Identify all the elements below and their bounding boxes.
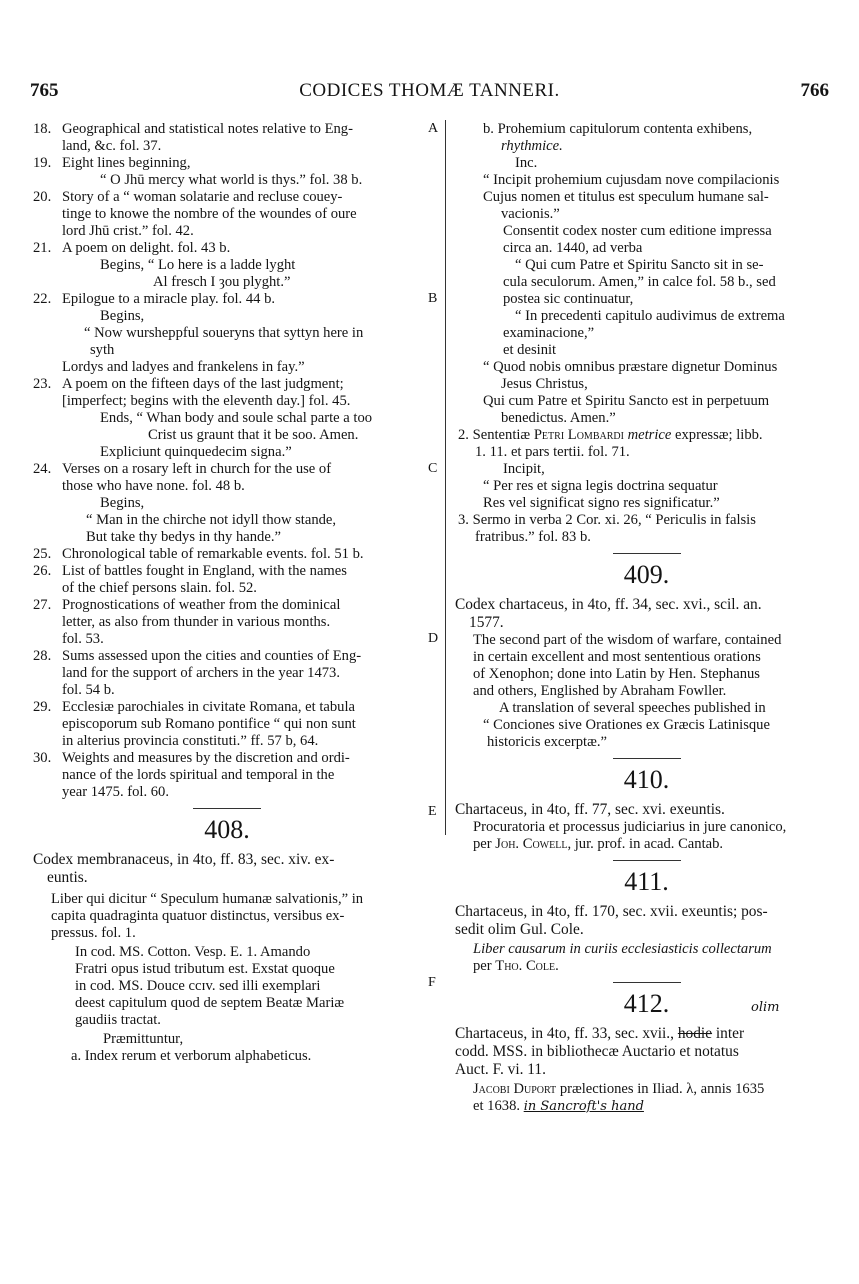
margin-letter-c: C — [428, 461, 438, 476]
entry-27: 27. Prognostications of weather from the dominical letter, as also from thunder in various months. fol. 53. — [33, 597, 341, 647]
codex-408-number: 408. — [204, 815, 250, 844]
praemittuntur: Præmittuntur, — [103, 1031, 184, 1047]
codex-408-description: Liber qui dicitur “ Speculum humanæ salvationis,” in capita quadraginta quatuor distinctus, versibus ex- pressus. fol. 1. — [51, 891, 364, 941]
page-number-right: 766 — [800, 80, 829, 101]
codex-409-heading: Codex chartaceus, in 4to, ff. 34, sec. xvi., scil. an. 1577. — [455, 596, 762, 631]
margin-letter-d: D — [428, 631, 439, 646]
handwritten-olim: olim — [751, 1000, 780, 1015]
section-rule — [193, 808, 261, 809]
section-rule — [613, 860, 681, 861]
entry-19: 19. Eight lines beginning, “ O Jhū mercy what world is thys.” fol. 38 b. — [33, 155, 363, 188]
margin-letter-e: E — [428, 804, 437, 819]
entry-26: 26. List of battles fought in England, with the names of the chief persons slain. fol. 52. — [33, 563, 347, 596]
codex-411-description: Liber causarum in curiis ecclesiasticis collectarum per Tho. Cole. — [473, 941, 772, 974]
codex-410-description: Procuratoria et processus judiciarius in jure canonico, per Joh. Cowell, jur. prof. in acad. Cantab. — [473, 819, 787, 852]
handwritten-note: in Sancroft's hand — [523, 1099, 644, 1114]
page-number-left: 765 — [30, 80, 59, 101]
codex-412-description: Jacobi Duport prælectiones in Iliad. λ, annis 1635 et 1638. in Sancroft's hand — [473, 1081, 765, 1114]
entry-23: 23. A poem on the fifteen days of the last judgment; [imperfect; begins with the eleventh day.] fol. 45. Ends, “ Whan body and soule schal parte a too Crist us graunt that it be soo. Amen. Expliciunt quinquedecim signa.” — [33, 376, 373, 460]
running-title: CODICES THOMÆ TANNERI. — [299, 80, 560, 101]
codex-410-heading: Chartaceus, in 4to, ff. 77, sec. xvi. exeuntis. — [455, 801, 725, 818]
codex-411-number: 411. — [624, 867, 669, 896]
codex-409-number: 409. — [623, 560, 670, 589]
codex-409-description: The second part of the wisdom of warfare, contained in certain excellent and most sententious orations of Xenophon; done into Latin by Hen. Stephanus and others, Englished by Abraham Fowller. — [473, 632, 782, 699]
item-2-sententiae: 2. Sententiæ Petri Lombardi metrice expressæ; libb. 1. 11. et pars tertii. fol. 71. Incipit, “ Per res et signa legis doctrina sequatur Res vel significat signo res significatur.” — [458, 427, 763, 511]
item-3-sermo: 3. Sermo in verba 2 Cor. xi. 26, “ Periculis in falsis fratribus.” fol. 83 b. — [458, 512, 756, 545]
section-rule — [613, 553, 681, 554]
entry-24: 24. Verses on a rosary left in church for the use of those who have none. fol. 48 b. Begins, “ Man in the chirche not idyll thow stande, But take thy bedys in thy hande.” — [33, 461, 337, 545]
entry-25: 25. Chronological table of remarkable events. fol. 51 b. — [33, 546, 364, 562]
codex-408-note: In cod. MS. Cotton. Vesp. E. 1. Amando Fratri opus istud tributum est. Exstat quoque in cod. MS. Douce ccɪv. sed illi exemplari deest capitulum quod de septem Beatæ Mariæ gaudiis tractat. — [75, 944, 345, 1028]
entry-22: 22. Epilogue to a miracle play. fol. 44 b. Begins, “ Now wursheppful soueryns that syttyn here in syth Lordys and ladyes and frankelens in fay.” — [33, 291, 364, 375]
codex-412-number: 412. — [623, 989, 670, 1018]
codex-411-heading: Chartaceus, in 4to, ff. 170, sec. xvii. exeuntis; pos- sedit olim Gul. Cole. — [455, 903, 768, 938]
entry-29: 29. Ecclesiæ parochiales in civitate Romana, et tabula episcoporum sub Romano pontifice “ qui non sunt in alterius provincia constituti.” ff. 57 b, 64. — [33, 699, 356, 749]
entry-18: 18. Geographical and statistical notes relative to Eng- land, &c. fol. 37. — [33, 121, 353, 154]
index-item-a: a. Index rerum et verborum alphabeticus. — [71, 1048, 312, 1064]
entry-30: 30. Weights and measures by the discretion and ordi- nance of the lords spiritual and temporal in the year 1475. fol. 60. — [33, 750, 350, 800]
section-rule — [613, 758, 681, 759]
entry-21: 21. A poem on delight. fol. 43 b. Begins, “ Lo here is a ladde lyght Al fresch I ȝou plyght.” — [33, 240, 296, 290]
codex-412-heading: Chartaceus, in 4to, ff. 33, sec. xvii., hodie inter codd. MSS. in bibliothecæ Auctario et notatus Auct. F. vi. 11. — [455, 1025, 745, 1078]
entry-20: 20. Story of a “ woman solatarie and recluse couey- tinge to knowe the nombre of the woundes of oure lord Jhū crist.” fol. 42. — [33, 189, 357, 239]
section-rule — [613, 982, 681, 983]
column-divider — [445, 120, 446, 835]
margin-letter-a: A — [428, 121, 439, 136]
entry-28: 28. Sums assessed upon the cities and counties of Eng- land for the support of archers in the year 1473. fol. 54 b. — [33, 648, 362, 698]
margin-letter-f: F — [428, 975, 436, 990]
margin-letter-b: B — [428, 291, 438, 306]
right-column — [455, 121, 838, 1115]
codex-408-heading: Codex membranaceus, in 4to, ff. 83, sec. xiv. ex- euntis. — [33, 851, 335, 886]
codex-409-note: A translation of several speeches published in “ Conciones sive Orationes ex Græcis Latinisque historicis excerptæ.” — [483, 700, 770, 750]
left-column — [33, 121, 421, 1065]
codex-410-number: 410. — [623, 765, 670, 794]
item-b-prohemium: b. Prohemium capitulorum contenta exhibens, rhythmice. Inc. “ Incipit prohemium cujusdam nove compilacionis Cujus nomen et titulus est speculum humane sal- vacionis.” Consentit codex noster cum editione impressa circa an. 1440, ad verba “ Qui cum Patre et Spiritu Sancto sit in se- cula seculorum. Amen,” in calce fol. 58 b., sed postea sic continuatur, “ In precedenti capitulo audivimus de extrema examinacione,” et desinit “ Quod nobis omnibus præstare dignetur Dominus Jesus Christus, Qui cum Patre et Spiritu Sancto est in perpetuum benedictus. Amen.” — [483, 121, 785, 426]
